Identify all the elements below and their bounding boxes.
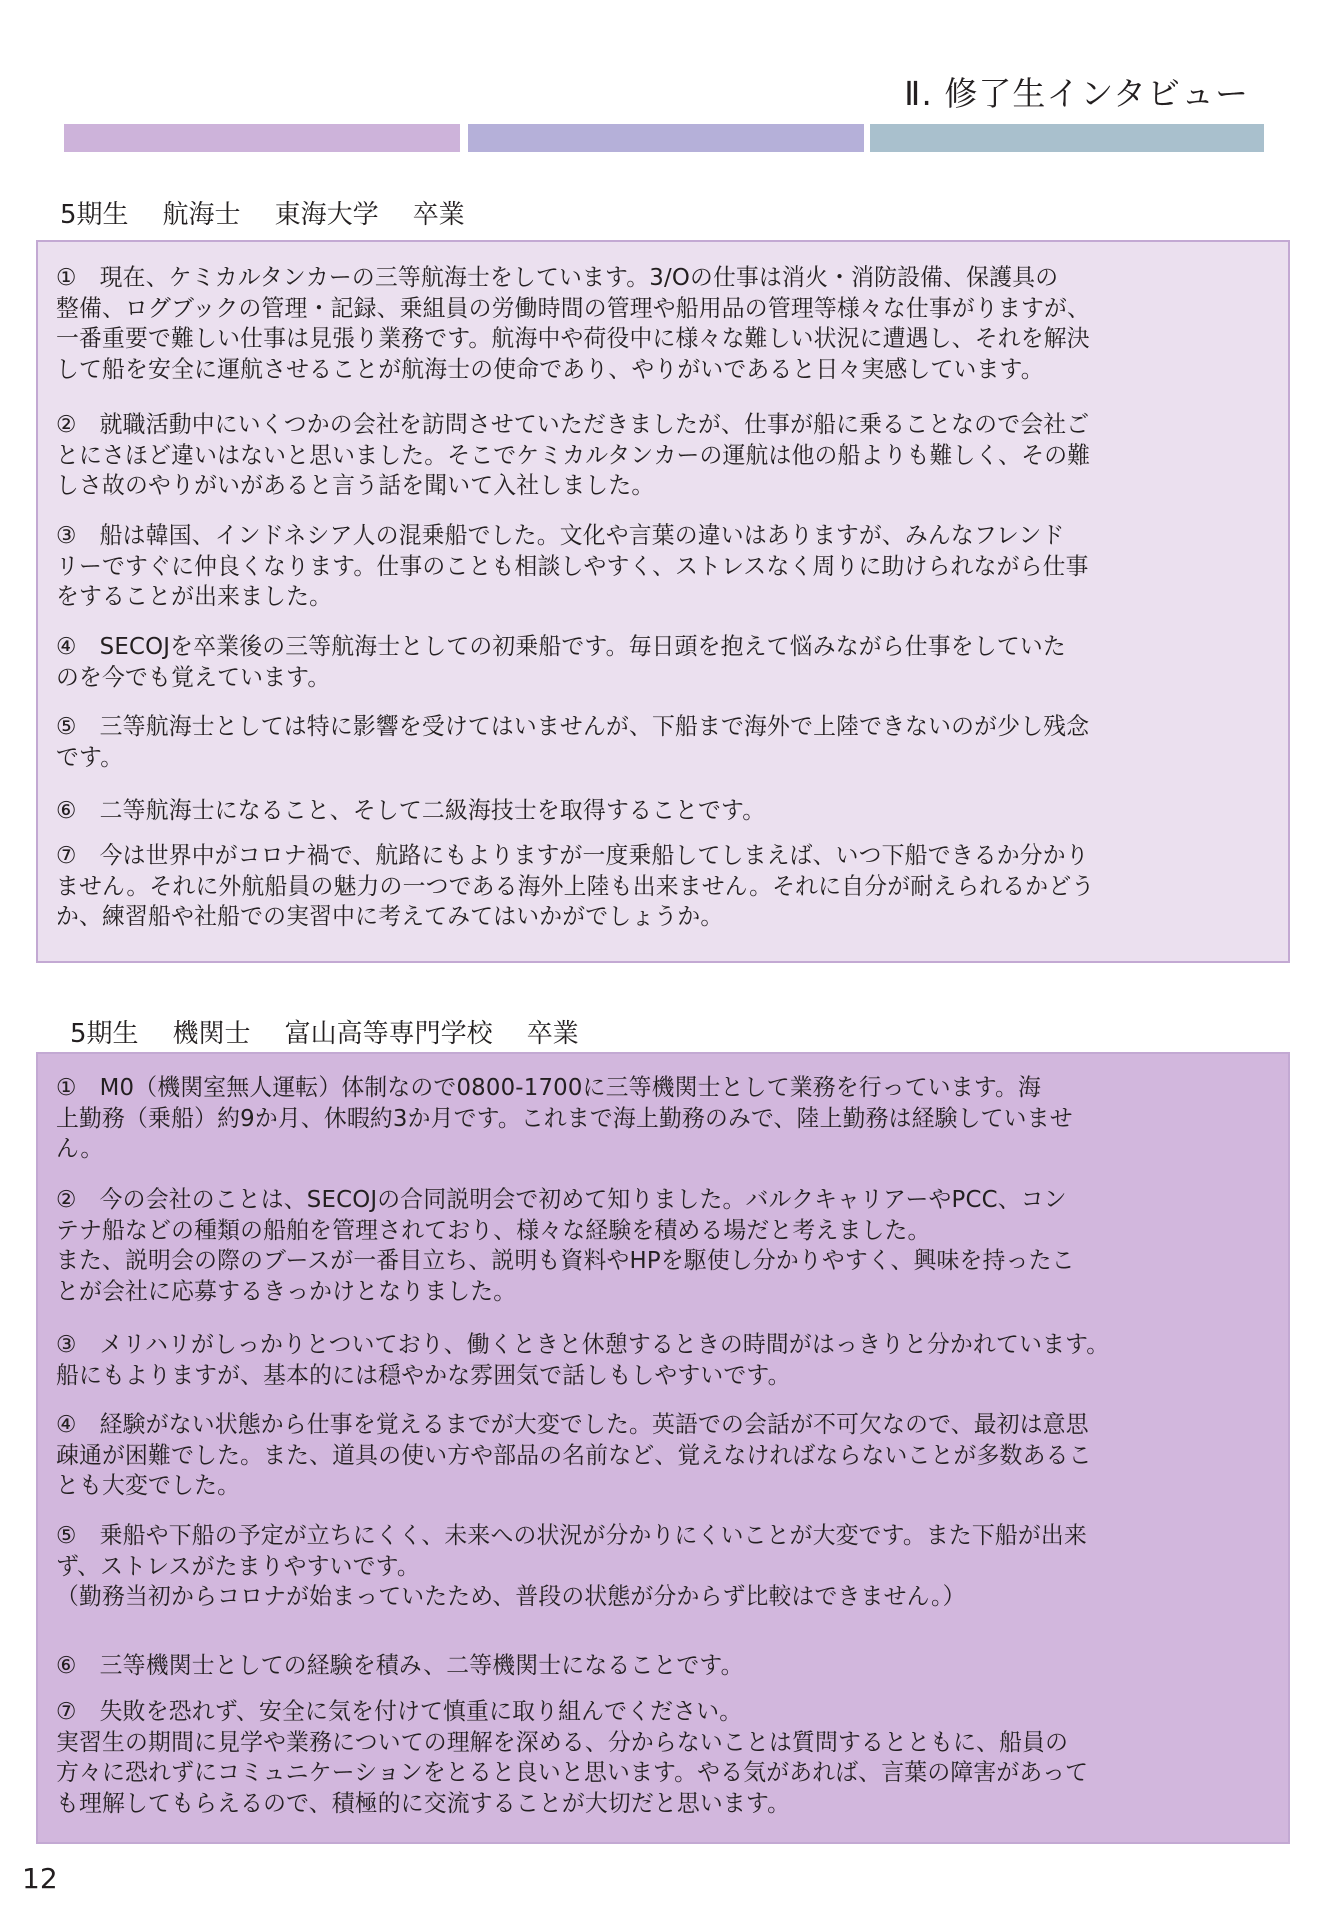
page-number: 12 (22, 1862, 58, 1895)
answer-line: ⑦ 失敗を恐れず、安全に気を付けて慎重に取り組んでください。 (56, 1698, 743, 1725)
interview1-answer-6 (56, 796, 1307, 827)
answer-line: して船を安全に運航させることが航海士の使命であり、やりがいであると日々実感しています。 (56, 355, 1044, 383)
answer-line: とが会社に応募するきっかけとなりました。 (56, 1277, 517, 1305)
answer-line: ④ SECOJを卒業後の三等航海士としての初乗船です。毎日頭を抱えて悩みながら仕事をしていた (56, 633, 1066, 660)
answer-line: とにさほど違いはないと思いました。そこでケミカルタンカーの運航は他の船よりも難しく、その難 (56, 441, 1091, 469)
interview2-answer-6 (56, 1651, 1307, 1682)
answer-line: ⑦ 今は世界中がコロナ禍で、航路にもよりますが一度乗船してしまえば、いつ下船できるか分かり (56, 842, 1089, 869)
answer-line: しさ故のやりがいがあると言う話を聞いて入社しました。 (56, 472, 655, 500)
answer-line: ん。 (56, 1135, 104, 1163)
answer-line: ⑥ 三等機関士としての経験を積み、二等機関士になることです。 (56, 1652, 744, 1679)
interview1-answer-1 (56, 263, 1307, 385)
answer-line: ④ 経験がない状態から仕事を覚えるまでが大変でした。英語での会話が不可欠なので、最初は意思 (56, 1411, 1089, 1438)
interview1-answer-4 (56, 632, 1307, 693)
color-bar-periwinkle (468, 124, 864, 152)
interview1-answer-3 (56, 521, 1307, 613)
interview1-term: 5期生 (60, 200, 129, 230)
interview1-role: 航海士 (162, 200, 241, 230)
interview2-answer-4 (56, 1410, 1307, 1502)
answer-line: ず、ストレスがたまりやすいです。 (56, 1552, 420, 1580)
section-title: Ⅱ. 修了生インタビュー (904, 74, 1249, 113)
answer-line: 一番重要で難しい仕事は見張り業務です。航海中や荷役中に様々な難しい状況に遭遇し、それを解決 (56, 325, 1090, 353)
answer-line: また、説明会の際のブースが一番目立ち、説明も資料やHPを駆使し分かりやすく、興味を持ったこ (56, 1247, 1075, 1275)
answer-line: 船にもよりますが、基本的には穏やかな雰囲気で話しもしやすいです。 (56, 1361, 791, 1389)
answer-line: 上勤務（乗船）約9か月、休暇約3か月です。これまで海上勤務のみで、陸上勤務は経験していませ (56, 1104, 1073, 1132)
answer-line: です。 (56, 743, 124, 771)
interview2-role: 機関士 (172, 1019, 251, 1049)
answer-line: ⑥ 二等航海士になること、そして二級海技士を取得することです。 (56, 797, 766, 824)
answer-line: ません。それに外航船員の魅力の一つである海外上陸も出来ません。それに自分が耐えられるかどう (56, 872, 1095, 900)
interview1-status: 卒業 (412, 200, 465, 230)
interview1-school: 東海大学 (274, 200, 379, 230)
color-bar-lavender (64, 124, 460, 152)
answer-line: （勤務当初からコロナが始まっていたため、普段の状態が分からず比較はできません。） (56, 1583, 966, 1611)
answer-line: のを今でも覚えています。 (56, 663, 331, 691)
answer-line: 疎通が困難でした。また、道具の使い方や部品の名前など、覚えなければならないことが多数あるこ (56, 1441, 1092, 1469)
interview1-answer-7 (56, 841, 1307, 933)
interview1-answer-5 (56, 712, 1307, 773)
answer-line: テナ船などの種類の船舶を管理されており、様々な経験を積める場だと考えました。 (56, 1216, 931, 1244)
answer-line: ⑤ 乗船や下船の予定が立ちにくく、未来への状況が分かりにくいことが大変です。また下船が出来 (56, 1522, 1087, 1549)
interview2-profile (70, 1013, 579, 1050)
interview2-answer-5 (56, 1521, 1307, 1613)
header-color-bars (64, 124, 1264, 152)
answer-line: か、練習船や社船での実習中に考えてみてはいかがでしょうか。 (56, 903, 724, 931)
answer-line: 方々に恐れずにコミュニケーションをとると良いと思います。やる気があれば、言葉の障害があって (56, 1759, 1089, 1787)
answer-line: ① 現在、ケミカルタンカーの三等航海士をしています。3/Oの仕事は消火・消防設備、保護具の (56, 264, 1059, 291)
interview1-answer-2 (56, 410, 1307, 502)
answer-line: リーですぐに仲良くなります。仕事のことも相談しやすく、ストレスなく周りに助けられながら仕事 (56, 552, 1089, 580)
answer-line: も理解してもらえるので、積極的に交流することが大切だと思います。 (56, 1789, 791, 1817)
interview2-status: 卒業 (526, 1019, 579, 1049)
interview2-answer-7 (56, 1697, 1307, 1819)
interview2-answer-1 (56, 1073, 1307, 1165)
interview1-profile (60, 194, 465, 231)
interview2-answer-3 (56, 1330, 1307, 1391)
interview2-term: 5期生 (70, 1019, 139, 1049)
interview2-school: 富山高等専門学校 (284, 1019, 493, 1049)
answer-line: 整備、ログブックの管理・記録、乗組員の労働時間の管理や船用品の管理等様々な仕事がりますが、 (56, 294, 1091, 322)
answer-line: をすることが出来ました。 (56, 583, 333, 611)
answer-line: ② 今の会社のことは、SECOJの合同説明会で初めて知りました。バルクキャリアーやPCC、コン (56, 1186, 1067, 1213)
interview2-answer-2 (56, 1185, 1307, 1307)
answer-line: とも大変でした。 (56, 1472, 241, 1500)
answer-line: ① M0（機関室無人運転）体制なので0800-1700に三等機関士として業務を行っています。海 (56, 1074, 1042, 1101)
answer-line: ② 就職活動中にいくつかの会社を訪問させていただきましたが、仕事が船に乗ることなので会社ご (56, 411, 1090, 438)
answer-line: ③ メリハリがしっかりとついており、働くときと休憩するときの時間がはっきりと分かれています。 (56, 1331, 1110, 1358)
answer-line: 実習生の期間に見学や業務についての理解を深める、分からないことは質問するとともに、船員の (56, 1728, 1069, 1756)
color-bar-steel-blue (870, 124, 1264, 152)
answer-line: ⑤ 三等航海士としては特に影響を受けてはいませんが、下船まで海外で上陸できないのが少し残念 (56, 713, 1090, 740)
answer-line: ③ 船は韓国、インドネシア人の混乗船でした。文化や言葉の違いはありますが、みんなフレンド (56, 522, 1065, 549)
